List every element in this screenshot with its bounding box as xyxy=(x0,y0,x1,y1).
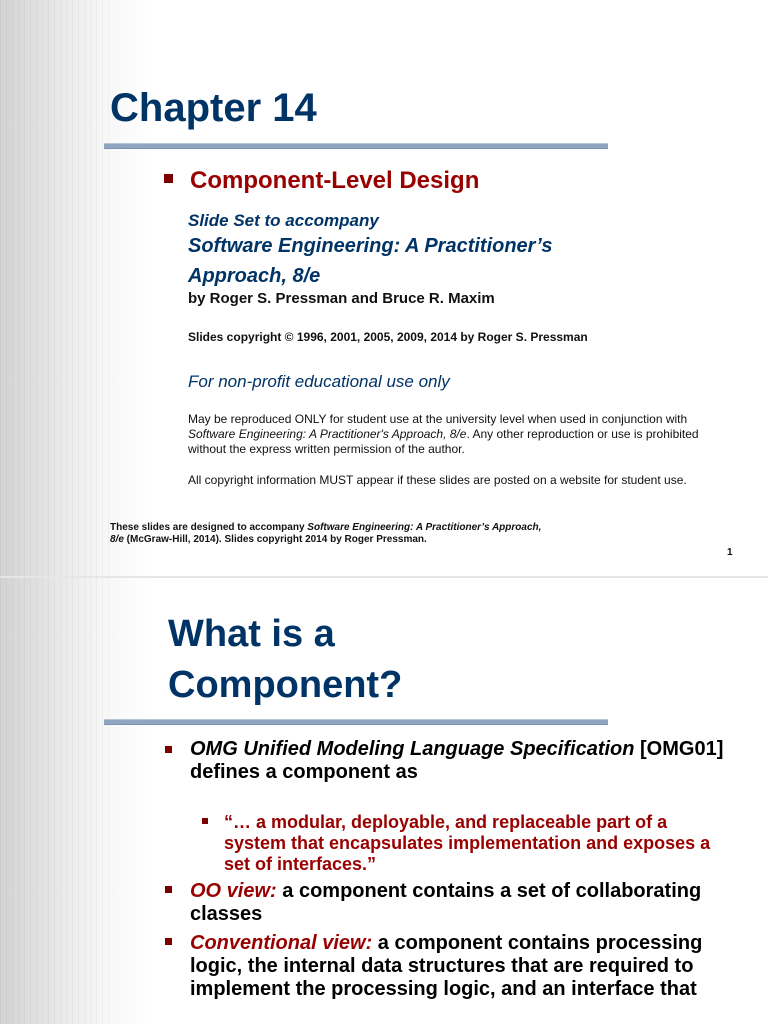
footer-text: These slides are designed to accompany xyxy=(110,522,308,533)
footer-text-end: (McGraw-Hill, 2014). Slides copyright 2014 by Roger Pressman. xyxy=(123,534,427,545)
omg-definition-text: [OMG01] defines a component as xyxy=(190,738,724,783)
footer-book-title: Software Engineering: A Practitioner’s Approach, 8/e xyxy=(110,522,542,545)
reproduction-text: May be reproduced ONLY for student use at the university level when used in conjunction with xyxy=(188,412,688,426)
subtitle: Component-Level Design xyxy=(190,167,480,194)
oo-view-label: OO view: xyxy=(190,880,277,902)
square-bullet-icon xyxy=(165,886,172,893)
bullet-oo-view xyxy=(190,880,710,926)
authors: by Roger S. Pressman and Bruce R. Maxim xyxy=(188,290,495,307)
nonprofit-notice: For non-profit educational use only xyxy=(188,372,450,391)
website-notice: All copyright information MUST appear if these slides are posted on a website for student use. xyxy=(188,473,687,487)
slide-footer xyxy=(110,522,555,546)
square-bullet-icon xyxy=(202,818,208,824)
title-rule xyxy=(104,143,608,149)
reproduction-text-end: . Any other reproduction or use is prohibited without the express written permission of the author. xyxy=(188,427,699,456)
slide-2 xyxy=(0,578,768,1024)
conventional-view-text: a component contains processing logic, the internal data structures that are required to implement the processing logic, and an interface that xyxy=(190,932,703,1000)
slide-title-line-1: What is a xyxy=(168,613,335,655)
omg-spec-title: OMG Unified Modeling Language Specification xyxy=(190,738,635,760)
slide-set-label: Slide Set to accompany xyxy=(188,211,379,230)
square-bullet-icon xyxy=(165,938,172,945)
slide-title: Chapter 14 xyxy=(110,86,317,130)
reproduction-book-title: Software Engineering: A Practitioner's Approach, 8/e xyxy=(188,427,467,441)
bullet-omg-definition xyxy=(190,738,730,784)
book-title-line-1: Software Engineering: A Practitioner’s xyxy=(188,235,553,257)
bullet-conventional-view xyxy=(190,932,730,1001)
square-bullet-icon xyxy=(164,174,173,183)
square-bullet-icon xyxy=(165,746,172,753)
copyright-line: Slides copyright © 1996, 2001, 2005, 2009, 2014 by Roger S. Pressman xyxy=(188,330,588,344)
title-rule xyxy=(104,719,608,725)
page-number: 1 xyxy=(727,547,733,558)
reproduction-notice xyxy=(188,412,708,457)
slide-title-line-2: Component? xyxy=(168,664,403,706)
book-title-line-2: Approach, 8/e xyxy=(188,265,321,287)
component-quote: “… a modular, deployable, and replaceable part of a system that encapsulates implementation and exposes a set of interfaces.” xyxy=(224,812,711,874)
conventional-view-label: Conventional view: xyxy=(190,932,373,954)
oo-view-text: a component contains a set of collaborating classes xyxy=(190,880,702,925)
